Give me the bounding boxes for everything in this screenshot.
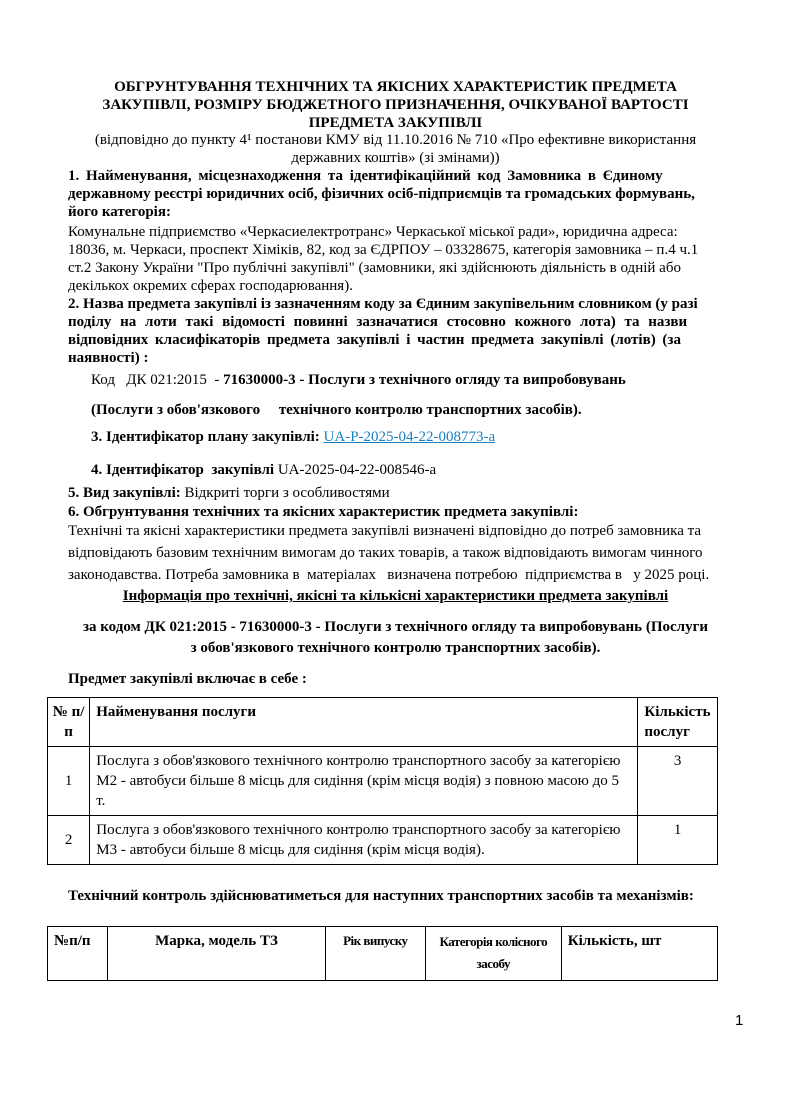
row-service-name: Послуга з обов'язкового технічного контролю транспортного засобу за категорією М2 - автобуси більше 8 місць для сидіння (крім місця водія) з повною масою до 5 т. — [90, 747, 638, 816]
includes-label: Предмет закупівлі включає в себе : — [68, 671, 307, 687]
section1-heading-line3: його категорія: — [68, 204, 171, 220]
plan-id-label: 3. Ідентифікатор плану закупівлі: — [91, 429, 324, 445]
section2-code-bold: 71630000-3 - Послуги з технічного огляду та випробовувань — [223, 372, 626, 388]
row-quantity: 3 — [638, 747, 718, 816]
info-heading: Інформація про технічні, якісні та кількісні характеристики предмета закупівлі — [122, 588, 669, 604]
table-row — [48, 747, 718, 816]
section2-heading-line1: 2. Назва предмета закупівлі із зазначенням коду за Єдиним закупівельним словником (у разі — [68, 296, 698, 312]
header-quantity: Кількість послуг — [638, 698, 718, 747]
section6-text-line1: Технічні та якісні характеристики предмета закупівлі визначені відповідно до потреб замовника та — [68, 523, 702, 539]
doc-subtitle-line1: (відповідно до пункту 4¹ постанови КМУ від 11.10.2016 № 710 «Про ефективне використання — [94, 132, 697, 148]
row-num: 1 — [48, 747, 90, 816]
section2-heading-line2: поділу на лоти такі відомості повинні зазначатися стосовно кожного лота) та назви — [68, 314, 688, 330]
page-number: 1 — [735, 1012, 744, 1029]
section2-heading-line3: відповідних класифікаторів предмета закупівлі і частин предмета закупівлі (лотів) (за — [68, 332, 681, 348]
section1-text-line3: ст.2 Закону України "Про публічні закупівлі" (замовники, які здійснюють діяльність в одній або — [68, 260, 681, 276]
section4-line — [91, 461, 436, 480]
vheader-num: №п/п — [48, 927, 108, 981]
procurement-type-value: Відкриті торги з особливостями — [184, 485, 390, 501]
vehicles-table — [47, 926, 718, 981]
section2-heading-line4: наявності) : — [68, 350, 149, 366]
info-code-line2: з обов'язкового технічного контролю транспортних засобів). — [190, 640, 601, 656]
procurement-id-value: UA-2025-04-22-008546-a — [277, 462, 437, 478]
row-quantity: 1 — [638, 816, 718, 865]
row-service-name: Послуга з обов'язкового технічного контролю транспортного засобу за категорією М3 - автобуси більше 8 місць для сидіння (крім місця водія). — [90, 816, 638, 865]
row-num: 2 — [48, 816, 90, 865]
section6-heading: 6. Обгрунтування технічних та якісних характеристик предмета закупівлі: — [68, 504, 579, 520]
header-service-name: Найменування послуги — [90, 698, 638, 747]
section2-code-line — [91, 371, 626, 390]
section1-heading-line2: державному реєстрі юридичних осіб, фізичних осіб-підприємців та громадських формувань, — [68, 186, 695, 202]
vehicles-table-header — [48, 927, 718, 981]
services-table-header — [48, 698, 718, 747]
table-row — [48, 816, 718, 865]
info-code-line1: за кодом ДК 021:2015 - 71630000-3 - Послуги з технічного огляду та випробовувань (Послуги — [82, 619, 709, 635]
doc-title-line2: ЗАКУПІВЛІ, РОЗМІРУ БЮДЖЕТНОГО ПРИЗНАЧЕННЯ, ОЧІКУВАНОЇ ВАРТОСТІ — [102, 97, 689, 113]
vheader-model: Марка, модель ТЗ — [108, 927, 326, 981]
section1-text-line1: Комунальне підприємство «Черкасиелектротранс» Черкаської міської ради», юридична адреса: — [68, 224, 678, 240]
vheader-category: Категорія колісного засобу — [425, 927, 561, 981]
vehicles-heading: Технічний контроль здійснюватиметься для наступних транспортних засобів та механізмів: — [68, 888, 694, 904]
section2-code-prefix: Код ДК 021:2015 - — [91, 372, 224, 388]
doc-title-line1: ОБГРУНТУВАННЯ ТЕХНІЧНИХ ТА ЯКІСНИХ ХАРАКТЕРИСТИК ПРЕДМЕТА — [114, 79, 677, 95]
section1-text-line2: 18036, м. Черкаси, проспект Хіміків, 82, код за ЄДРПОУ – 03328675, категорія замовника – п.4 ч.1 — [68, 242, 699, 258]
section3-line — [91, 428, 495, 447]
procurement-id-label: 4. Ідентифікатор закупівлі — [91, 462, 278, 478]
doc-title-line3: ПРЕДМЕТА ЗАКУПІВЛІ — [308, 115, 483, 131]
section5-line — [68, 484, 390, 503]
header-num: № п/п — [48, 698, 90, 747]
procurement-type-label: 5. Вид закупівлі: — [68, 485, 185, 501]
doc-subtitle-line2: державних коштів» (зі змінами)) — [291, 150, 500, 166]
vheader-quantity: Кількість, шт — [561, 927, 717, 981]
services-table — [47, 697, 718, 865]
vheader-year: Рік випуску — [325, 927, 425, 981]
section6-text-line3: законодавства. Потреба замовника в матеріалах визначена потребою підприємства в у 2025 році. — [68, 567, 710, 583]
section1-text-line4: декількох окремих сферах господарювання). — [68, 278, 353, 294]
section2-code-line2: (Послуги з обов'язкового технічного контролю транспортних засобів). — [91, 402, 582, 418]
section1-heading-line1: 1. Найменування, місцезнаходження та ідентифікаційний код Замовника в Єдиному — [68, 168, 663, 184]
section6-text-line2: відповідають базовим технічним вимогам до таких товарів, а також відповідають вимогам чинного — [68, 545, 703, 561]
plan-id-link[interactable]: UA-P-2025-04-22-008773-a — [323, 429, 496, 445]
